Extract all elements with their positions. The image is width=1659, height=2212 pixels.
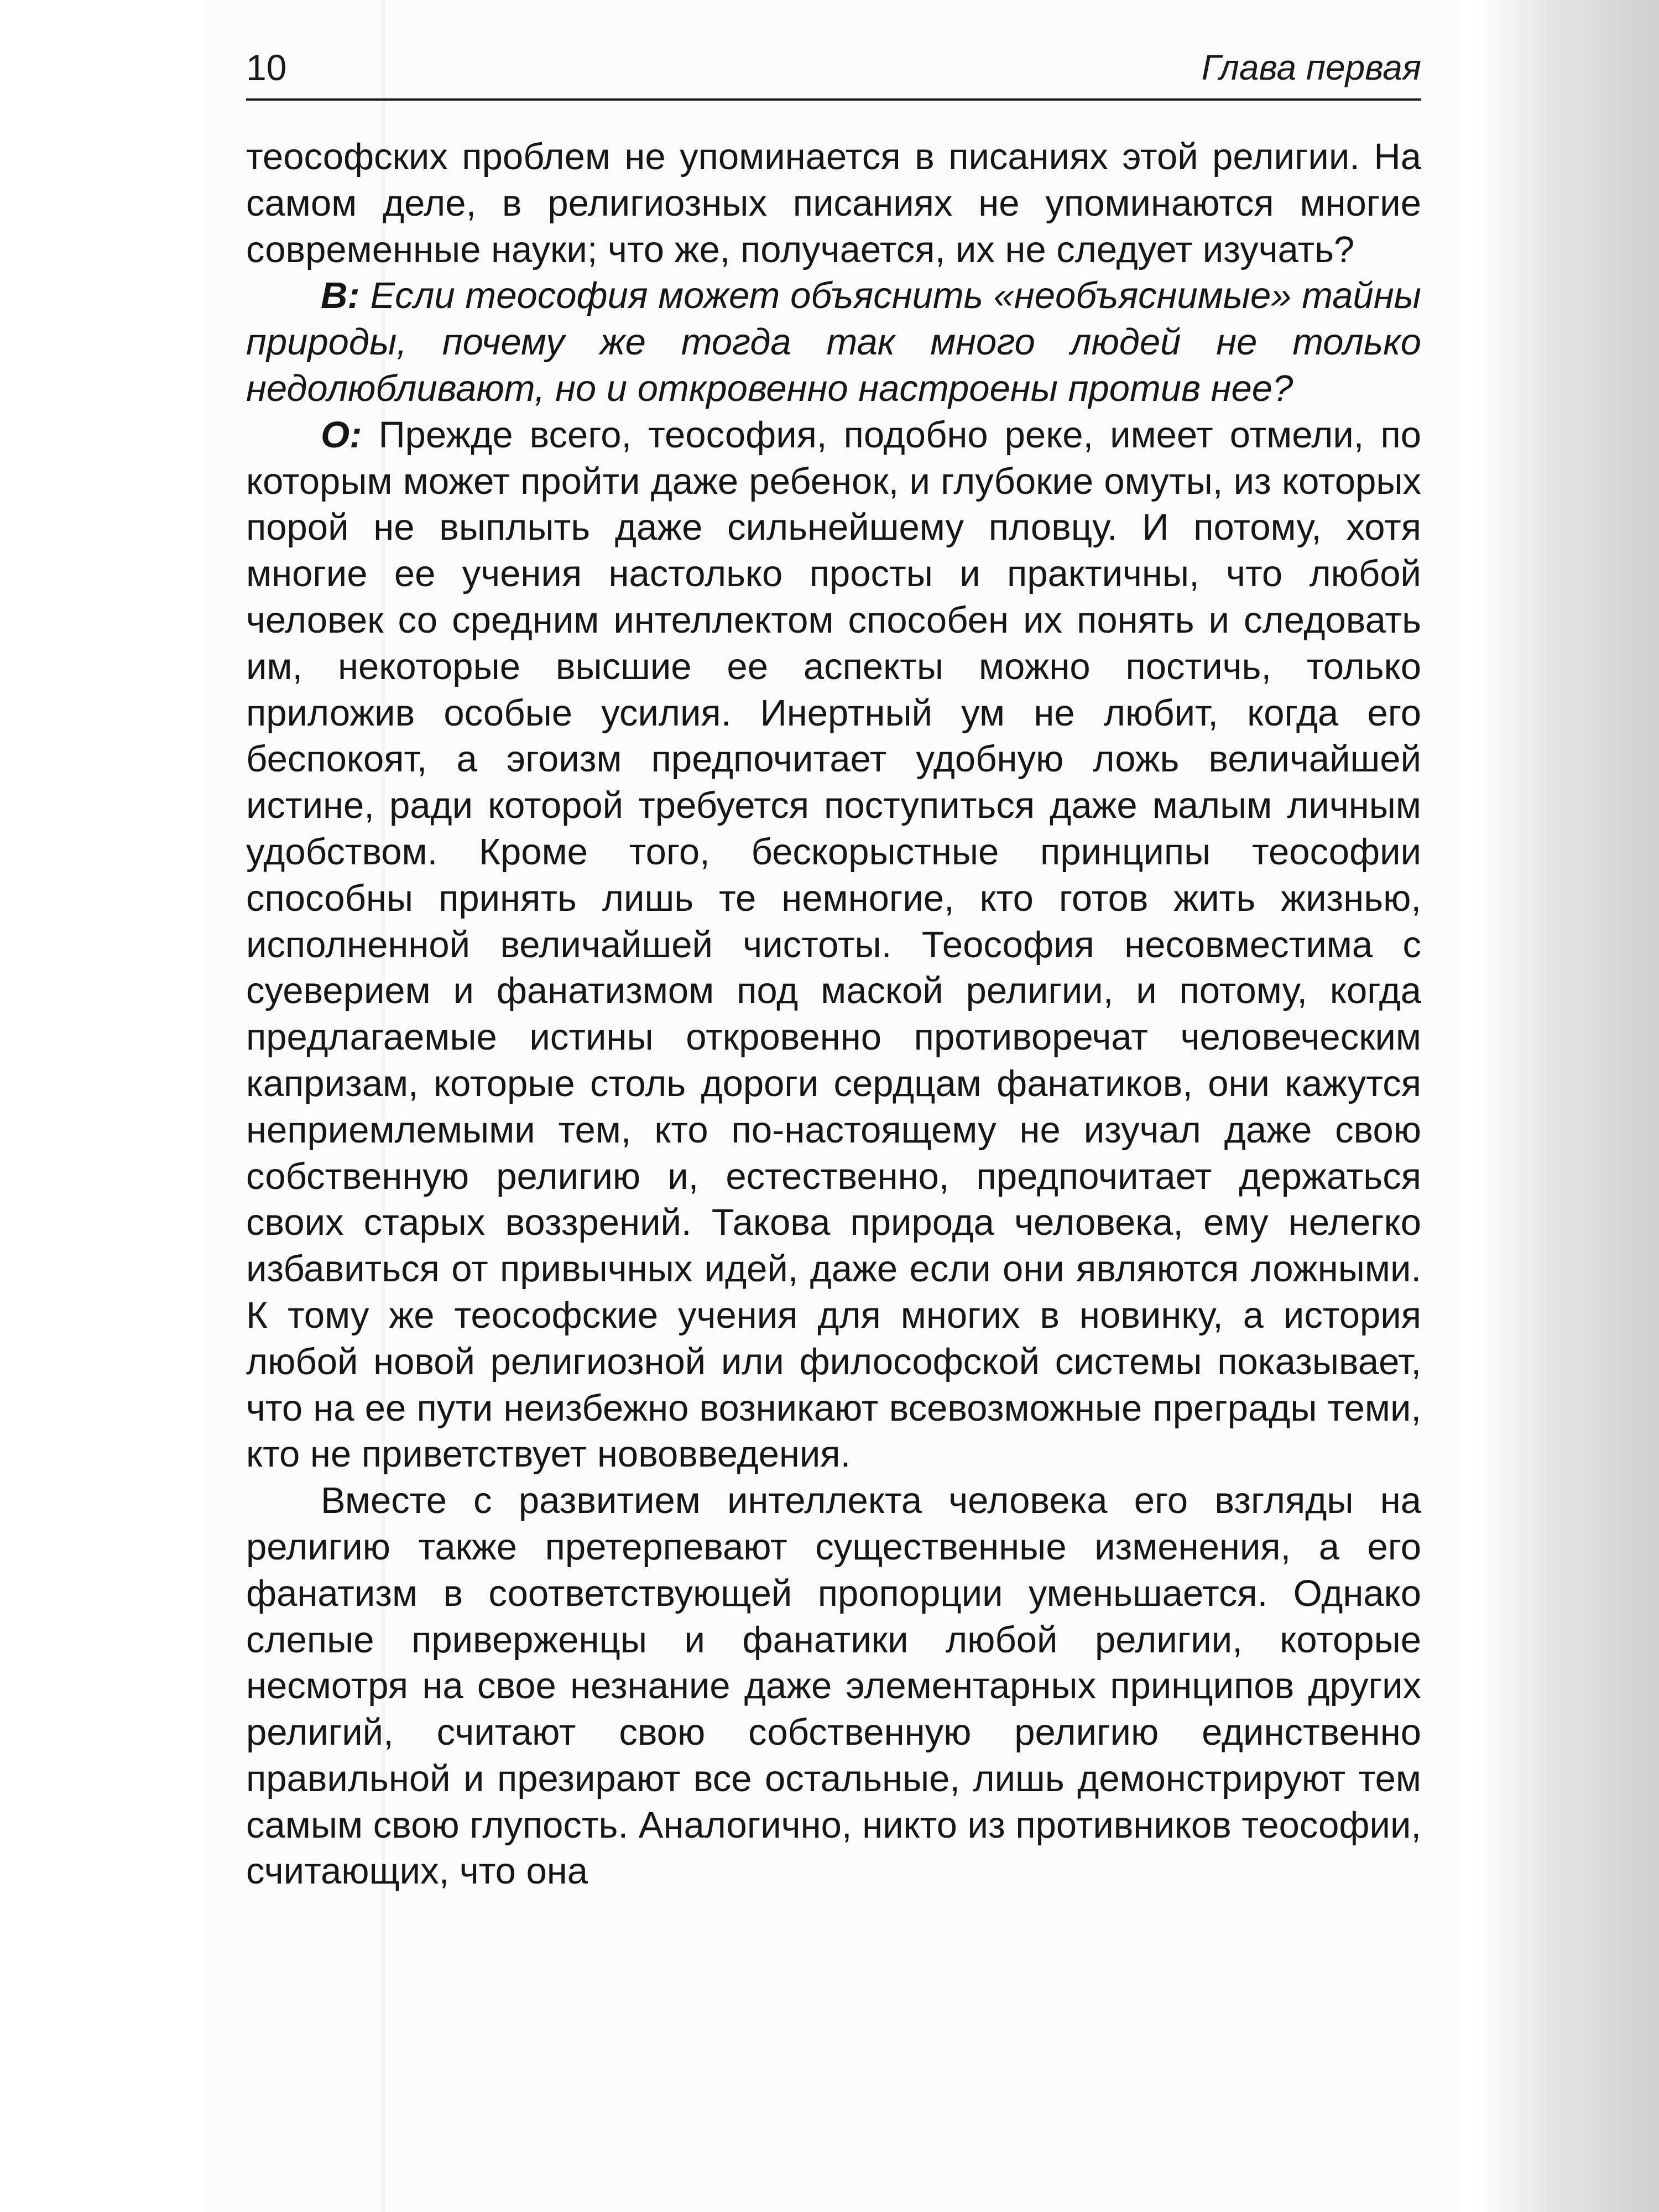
question-text: Если теософия может объяснить «необъяснимые» тайны природы, почему же тогда так много людей не только недолюбливают, но и откровенно настроены против нее? — [246, 275, 1421, 409]
page-number: 10 — [246, 47, 287, 88]
answer-text: Прежде всего, теософия, подобно реке, имеет отмели, по которым может пройти даже ребенок, и глубокие омуты, из которых порой не выплыть даже сильнейшему пловцу. И потому, хотя многие ее учения настолько просты и практичны, что любой человек со средним интеллектом способен их понять и следовать им, некоторые высшие ее аспекты можно постичь, только приложив особые усилия. Инертный ум не любит, когда его беспокоят, а эгоизм предпочитает удобную ложь величайшей истине, ради которой требуется поступиться даже малым личным удобством. Кроме того, бескорыстные принципы теософии способны принять лишь те немногие, кто готов жить жизнью, исполненной величайшей чистоты. Теософия несовместима с суеверием и фанатизмом под маской религии, и потому, когда предлагаемые истины откровенно противоречат человеческим капризам, которые столь дороги сердцам фанатиков, они кажутся неприемлемыми тем, кто по-настоящему не изучал даже свою собственную религию и, естественно, предпочитает держаться своих старых воззрений. Такова природа человека, ему нелегко избавиться от привычных идей, даже если они являются ложными. К тому же теософские учения для многих в новинку, а история любой новой религиозной или философской системы показывает, что на ее пути неизбежно возникают всевозможные преграды теми, кто не приветствует нововведения. — [246, 414, 1421, 1475]
body-text — [246, 134, 1421, 1895]
paragraph-religion-evolution: Вместе с развитием интеллекта человека его взгляды на религию также претерпевают существенные изменения, а его фанатизм в соответствующей пропорции уменьшается. Однако слепые приверженцы и фанатики любой религии, которые несмотря на свое незнание даже элементарных принципов других религий, считают свою собственную религию единственно правильной и презирают все остальные, лишь демонстрируют тем самым свою глупость. Аналогично, никто из противников теософии, считающих, что она — [246, 1480, 1421, 1892]
answer-paragraph — [246, 412, 1421, 1478]
question-paragraph — [246, 273, 1421, 411]
answer-label: О: — [321, 414, 362, 456]
scan-edge-shadow — [1477, 0, 1659, 2212]
paragraph-continuation: теософских проблем не упоминается в писаниях этой религии. На самом деле, в религиозных писаниях не упоминаются многие современные науки; что же, получается, их не следует изучать? — [246, 136, 1421, 270]
running-header — [246, 43, 1421, 101]
chapter-title: Глава первая — [1201, 48, 1421, 87]
question-label: В: — [321, 275, 360, 317]
